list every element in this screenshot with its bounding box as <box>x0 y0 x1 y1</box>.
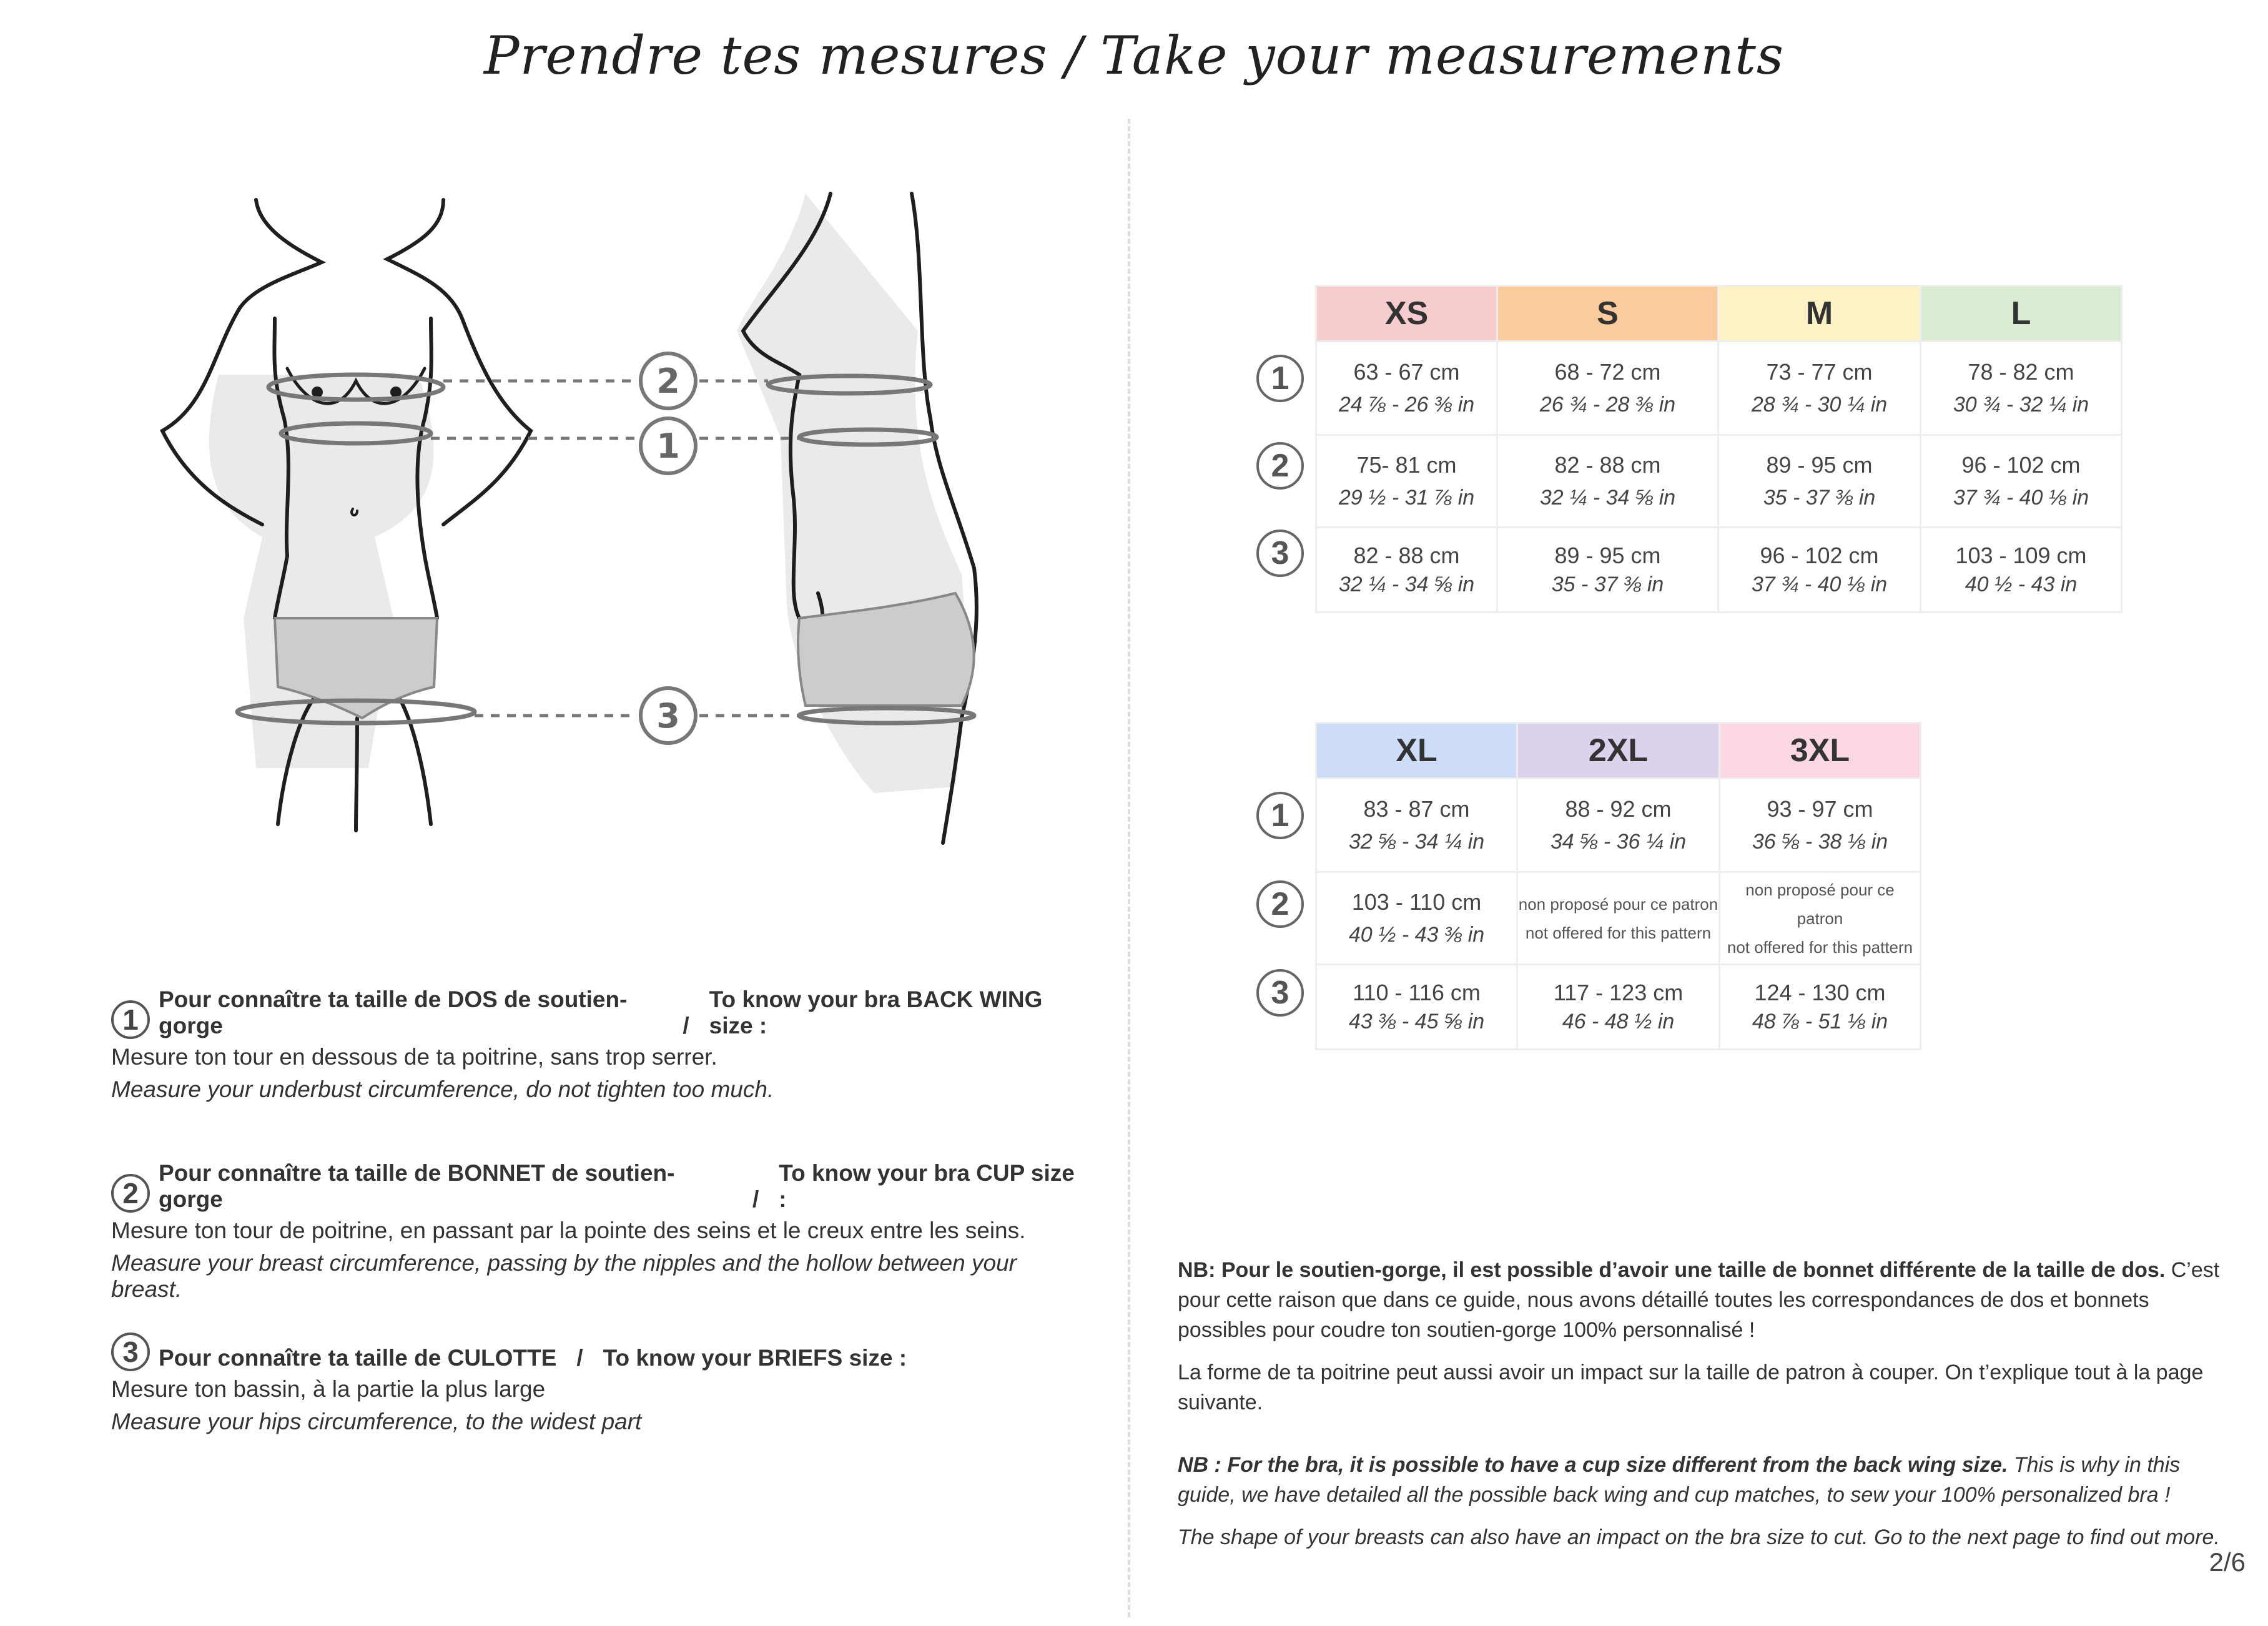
table-cell: 82 - 88 cm 32 ¼ - 34 ⅝ in <box>1316 528 1497 613</box>
table-cell: 93 - 97 cm 36 ⅝ - 38 ⅛ in <box>1720 779 1921 872</box>
size-header-xl: XL <box>1316 723 1517 779</box>
table-cell-not-offered: non proposé pour ce patron not offered for this pattern <box>1517 872 1720 965</box>
instruction-3 <box>111 1333 1085 1435</box>
center-divider <box>1128 119 1130 1617</box>
table-cell: 78 - 82 cm 30 ¾ - 32 ¼ in <box>1921 342 2122 435</box>
note-en-paragraph-2: The shape of your breasts can also have an impact on the bra size to cut. Go to the next page to find out more. <box>1178 1525 2220 1549</box>
instruction-1 <box>111 987 1085 1103</box>
table-cell: 117 - 123 cm 46 - 48 ½ in <box>1517 965 1720 1050</box>
instruction-heading-fr: Pour connaître ta taille de BONNET de soutien-gorge <box>159 1160 675 1212</box>
note-en-text: This is why in this guide, we have detailed all the possible back wing and cup matches, to sew your 100% personalized bra ! <box>1178 1453 2181 1507</box>
instruction-number: 3 <box>111 1333 150 1371</box>
instruction-separator: / <box>683 1013 689 1038</box>
page-number: 2/6 <box>2209 1547 2246 1577</box>
table-cell: 89 - 95 cm 35 - 37 ⅜ in <box>1497 528 1718 613</box>
row-number-1: 1 <box>1256 355 1304 402</box>
marker-1 <box>641 418 696 473</box>
table-cell: 103 - 109 cm 40 ½ - 43 in <box>1921 528 2122 613</box>
instruction-heading-en: To know your bra CUP size : <box>779 1160 1075 1212</box>
size-header-l: L <box>1921 286 2122 342</box>
size-table-xl-3xl <box>1315 722 1921 1050</box>
instruction-text-fr: Mesure ton tour en dessous de ta poitrine, sans trop serrer. <box>111 1044 717 1070</box>
instruction-text-fr: Mesure ton bassin, à la partie la plus large <box>111 1376 546 1402</box>
table-cell: 63 - 67 cm 24 ⅞ - 26 ⅜ in <box>1316 342 1497 435</box>
note-fr-paragraph-2: La forme de ta poitrine peut aussi avoir un impact sur la taille de patron à couper. On t’explique tout à la page suivante. <box>1178 1361 2204 1414</box>
instruction-heading-en: To know your bra BACK WING size : <box>709 987 1043 1038</box>
instruction-text-en: Measure your hips circumference, to the widest part <box>111 1409 642 1434</box>
instruction-text-en: Measure your underbust circumference, do not tighten too much. <box>111 1077 774 1102</box>
table-cell: 82 - 88 cm 32 ¼ - 34 ⅝ in <box>1497 435 1718 528</box>
instruction-heading-en: To know your BRIEFS size : <box>603 1345 907 1371</box>
size-table-1 <box>1271 285 2123 613</box>
svg-text:2: 2 <box>656 362 680 401</box>
row-number-2: 2 <box>1256 442 1304 490</box>
table-cell: 96 - 102 cm 37 ¾ - 40 ⅛ in <box>1921 435 2122 528</box>
size-header-3xl: 3XL <box>1720 723 1921 779</box>
table-cell: 110 - 116 cm 43 ⅜ - 45 ⅝ in <box>1316 965 1517 1050</box>
row-number-1: 1 <box>1256 792 1304 839</box>
note-en-bold: NB : For the bra, it is possible to have a cup size different from the back wing size. <box>1178 1453 2008 1477</box>
instruction-2 <box>111 1160 1085 1303</box>
size-header-xs: XS <box>1316 286 1497 342</box>
instruction-heading-fr: Pour connaître ta taille de DOS de soutien-gorge <box>159 987 628 1038</box>
instruction-text-en: Measure your breast circumference, passing by the nipples and the hollow between your breast. <box>111 1250 1017 1302</box>
marker-3 <box>641 688 696 743</box>
size-table-2 <box>1271 722 1921 1050</box>
note-french <box>1178 1255 2227 1430</box>
body-measurement-illustration <box>150 169 1037 874</box>
table-cell: 83 - 87 cm 32 ⅝ - 34 ¼ in <box>1316 779 1517 872</box>
size-header-2xl: 2XL <box>1517 723 1720 779</box>
size-header-m: M <box>1718 286 1921 342</box>
table-cell: 75- 81 cm 29 ½ - 31 ⅞ in <box>1316 435 1497 528</box>
instruction-number: 1 <box>111 1000 150 1039</box>
table-cell: 89 - 95 cm 35 - 37 ⅜ in <box>1718 435 1921 528</box>
instruction-number: 2 <box>111 1174 150 1213</box>
size-table-xs-l <box>1315 285 2123 613</box>
note-fr-text: C’est pour cette raison que dans ce guide, nous avons détaillé toutes les correspondances de dos et bonnets possibles pour coudre ton soutien-gorge 100% personnalisé ! <box>1178 1258 2220 1342</box>
instruction-separator: / <box>576 1345 583 1371</box>
instruction-text-fr: Mesure ton tour de poitrine, en passant par la pointe des seins et le creux entre les seins. <box>111 1218 1026 1243</box>
measurement-connectors <box>431 381 799 716</box>
page-title: Prendre tes mesures / Take your measurements <box>483 25 1785 86</box>
note-english <box>1178 1450 2227 1565</box>
size-header-s: S <box>1497 286 1718 342</box>
row-number-3: 3 <box>1256 530 1304 577</box>
table-cell: 103 - 110 cm 40 ½ - 43 ⅜ in <box>1316 872 1517 965</box>
table-cell: 73 - 77 cm 28 ¾ - 30 ¼ in <box>1718 342 1921 435</box>
row-number-2: 2 <box>1256 880 1304 928</box>
table-cell: 96 - 102 cm 37 ¾ - 40 ⅛ in <box>1718 528 1921 613</box>
table-cell: 88 - 92 cm 34 ⅝ - 36 ¼ in <box>1517 779 1720 872</box>
instruction-separator: / <box>752 1186 759 1212</box>
marker-2 <box>641 353 696 408</box>
svg-text:1: 1 <box>656 426 680 466</box>
svg-text:3: 3 <box>656 696 680 736</box>
table-cell: 68 - 72 cm 26 ¾ - 28 ⅜ in <box>1497 342 1718 435</box>
row-number-3: 3 <box>1256 969 1304 1017</box>
table-cell-not-offered: non proposé pour ce patron not offered for this pattern <box>1720 872 1921 965</box>
table-cell: 124 - 130 cm 48 ⅞ - 51 ⅛ in <box>1720 965 1921 1050</box>
instruction-heading-fr: Pour connaître ta taille de CULOTTE <box>159 1345 557 1371</box>
note-fr-bold: NB: Pour le soutien-gorge, il est possible d’avoir une taille de bonnet différente de la taille de dos. <box>1178 1258 2166 1282</box>
